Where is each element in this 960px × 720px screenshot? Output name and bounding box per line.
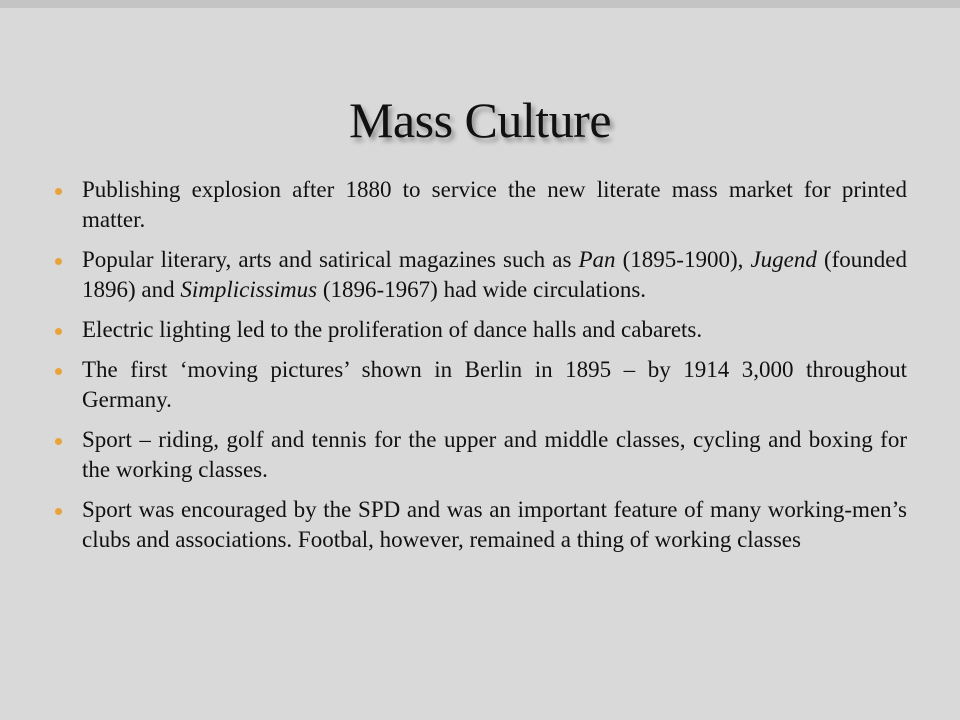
bullet-dot-icon [55, 508, 62, 515]
bullet-text-part: (1895-1900), [615, 247, 751, 272]
bullet-item-sport-classes [50, 425, 907, 485]
bullet-text: Publishing explosion after 1880 to service the new literate mass market for printed matter. [82, 177, 907, 232]
bullet-text: Electric lighting led to the proliferation of dance halls and cabarets. [82, 317, 703, 342]
bullet-text-part: Popular literary, arts and satirical magazines such as [82, 247, 579, 272]
magazine-title-jugend: Jugend [750, 247, 817, 272]
bullet-list [50, 175, 907, 565]
bullet-item-publishing [50, 175, 907, 235]
bullet-item-lighting [50, 315, 907, 345]
bullet-dot-icon [55, 438, 62, 445]
bullet-text-part: (1896-1967) had wide circulations. [317, 277, 647, 302]
bullet-item-magazines [50, 245, 907, 305]
bullet-text-part: (founded 1896) and [82, 247, 908, 302]
bullet-item-moving-pictures [50, 355, 907, 415]
bullet-dot-icon [55, 368, 62, 375]
bullet-dot-icon [55, 188, 62, 195]
bullet-text: Sport – riding, golf and tennis for the upper and middle classes, cycling and boxing for the working classes. [82, 427, 907, 482]
bullet-item-sport-spd [50, 495, 907, 555]
bullet-dot-icon [55, 328, 62, 335]
bullet-dot-icon [55, 258, 62, 265]
bullet-text: Sport was encouraged by the SPD and was an important feature of many working-men’s clubs and associations. Footbal, however, remained a thing of working classes [82, 497, 907, 552]
slide [0, 8, 960, 720]
magazine-title-simplicissimus: Simplicissimus [180, 277, 318, 302]
bullet-text: The first ‘moving pictures’ shown in Berlin in 1895 – by 1914 3,000 throughout Germany. [82, 357, 907, 412]
magazine-title-pan: Pan [578, 247, 616, 272]
window-top-band [0, 0, 960, 8]
slide-title: Mass Culture [348, 92, 612, 148]
